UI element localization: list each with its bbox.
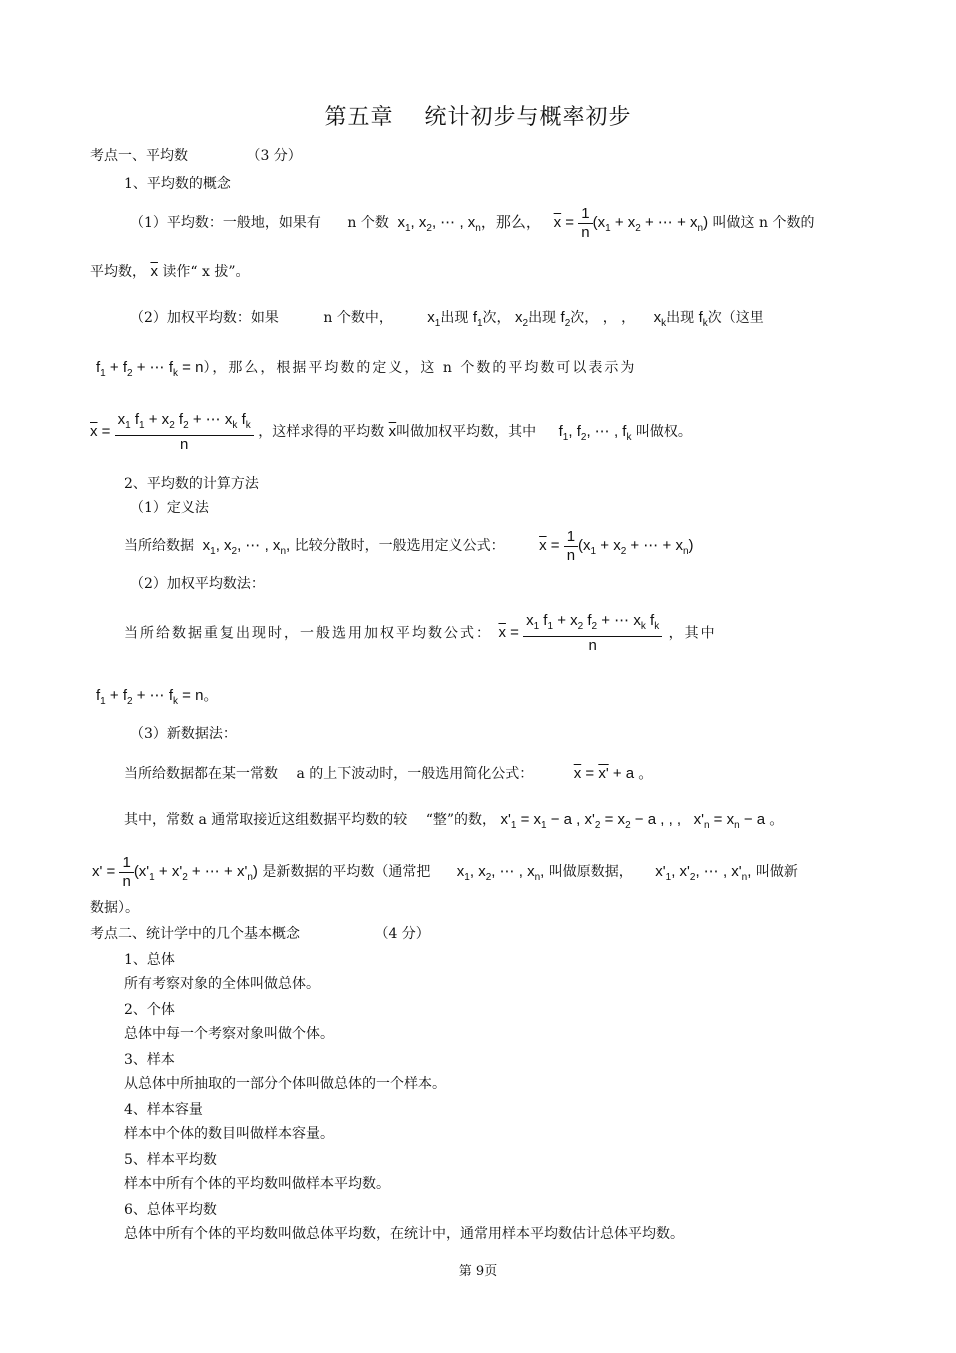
method-2-text: 当所给数据重复出现时，一般选用加权平均数公式： $\overline{x}$ = $\frac{x_1 f_1 + x_2 f_2 + \cdots x_k f_k}{n}$ ，其中 <box>124 612 717 654</box>
para-weighted-def-2: $f_1 + f_2$ + ⋯ $f_k = n$），那么，根据平均数的定义，这 n 个数的平均数可以表示为 <box>96 359 637 379</box>
subheading-concept: 1、平均数的概念 <box>124 176 231 192</box>
formula-inline: $x_1$, $x_2$, ⋯ , $x_n$，那么， <box>393 214 550 234</box>
concept-title: 2、个体 <box>124 1002 175 1018</box>
page-number: 第 9页 <box>458 1264 498 1279</box>
concept-title: 3、样本 <box>124 1052 175 1068</box>
method-3-line4: 数据）。 <box>90 900 139 916</box>
method-2-cond: $f_1 + f_2$ + ⋯ $f_k = n$。 <box>96 687 219 707</box>
para-mean-def-2: 平均数， $\overline{x}$ 读作“ x 拔”。 <box>90 263 250 280</box>
formula-simplified: $\overline{x} = x' + a$ 。 <box>573 765 654 782</box>
concept-desc: 样本中个体的数目叫做样本容量。 <box>124 1126 334 1142</box>
formula-definition: $\overline{x}$ = $\frac{1}{n}$ ($x_1 + x_2$ + ⋯ + $x_n$) <box>539 527 694 564</box>
concept-desc: 样本中所有个体的平均数叫做样本平均数。 <box>124 1176 390 1192</box>
subheading-methods: 2、平均数的计算方法 <box>124 476 259 492</box>
para-weighted-def: （2）加权平均数：如果 n 个数中， $x_1$出现 $f_1$次， $x_2$出现 $f_2$次， ， ， $x_k$出现 $f_k$次（这里 <box>130 309 764 329</box>
section-heading-1: 考点一、平均数 （3 分） <box>90 148 302 164</box>
method-3-label: （3）新数据法： <box>130 726 237 742</box>
concept-desc: 从总体中所抽取的一部分个体叫做总体的一个样本。 <box>124 1076 446 1092</box>
concept-desc: 所有考察对象的全体叫做总体。 <box>124 976 320 992</box>
chapter-title: 第五章 统计初步与概率初步 <box>324 105 632 130</box>
concept-desc: 总体中每一个考察对象叫做个体。 <box>124 1026 334 1042</box>
concept-title: 5、样本平均数 <box>124 1152 217 1168</box>
section-heading-2: 考点二、统计学中的几个基本概念 （4 分） <box>90 926 430 942</box>
formula-weighted-2: $\overline{x}$ = $\frac{x_1 f_1 + x_2 f_2 + \cdots x_k f_k}{n}$ <box>498 624 662 641</box>
concept-desc: 总体中所有个体的平均数叫做总体平均数，在统计中，通常用样本平均数估计总体平均数。 <box>124 1226 684 1242</box>
para-weighted-def-3: $\overline{x}$ = $\frac{x_1 f_1 + x_2 f_2 + \cdots x_k f_k}{n}$ ，这样求得的平均数 $\overline{x}$叫做加权平均数，其中 $f_1$, $f_2$, ⋯ , $f_k$ 叫做权。 <box>90 410 692 453</box>
concept-title: 6、总体平均数 <box>124 1202 217 1218</box>
method-3-line2: 其中，常数 a 通常取接近这组数据平均数的较 “整”的数， $x'_1 = x_1 - a$ , $x'_2 = x_2 - a$ , , , $x'_n = x_n - a$ 。 <box>124 811 785 831</box>
method-2-label: （2）加权平均数法： <box>130 576 265 592</box>
formula-mean: $\overline{x}$ = $\frac{1}{n}$ ($x_1 + x_2$ + ⋯ + $x_n$) <box>553 204 709 241</box>
concept-title: 4、样本容量 <box>124 1102 203 1118</box>
concept-title: 1、总体 <box>124 952 175 968</box>
method-3-text: 当所给数据都在某一常数 a 的上下波动时，一般选用简化公式： $\overline{x} = x' + a$ 。 <box>124 765 654 782</box>
formula-weighted: $\overline{x}$ = $\frac{x_1 f_1 + x_2 f_2 + \cdots x_k f_k}{n}$ <box>90 423 254 440</box>
para-mean-def: （1）平均数：一般地，如果有 n 个数 $x_1$, $x_2$, ⋯ , $x_n$，那么， $\overline{x}$ = $\frac{1}{n}$ ($x_1 + x_2$ + ⋯ + $x_n$) 叫做这 n 个数的 <box>130 204 815 241</box>
method-1-text: 当所给数据 $x_1$, $x_2$, ⋯ , $x_n$, 比较分散时，一般选用定义公式： $\overline{x}$ = $\frac{1}{n}$ ($x_1 + x_2$ + ⋯ + $x_n$) <box>124 527 694 564</box>
formula-new-data: x' = $\frac{1}{n}$ ($x'_1 + x'_2$ + ⋯ + $x'_n$) <box>92 853 258 890</box>
method-1-label: （1）定义法 <box>130 500 209 516</box>
method-3-line3: x' = $\frac{1}{n}$ ($x'_1 + x'_2$ + ⋯ + $x'_n$) 是新数据的平均数（通常把 $x_1$, $x_2$, ⋯ , $x_n$, 叫做原数据， $x'_1$, $x'_2$, ⋯ , $x'_n$, 叫做新 <box>92 853 798 890</box>
